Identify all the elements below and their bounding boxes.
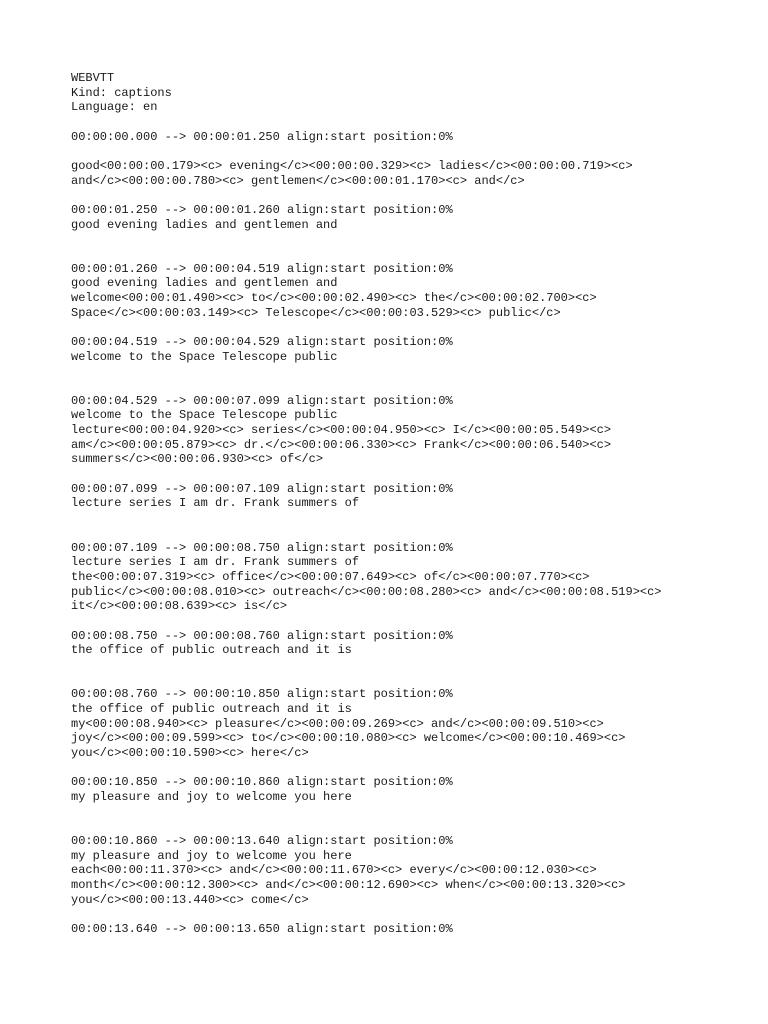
text-line: my<00:00:08.940><c> pleasure</c><00:00:09.269><c> and</c><00:00:09.510><c> — [71, 716, 604, 731]
text-line: each<00:00:11.370><c> and</c><00:00:11.670><c> every</c><00:00:12.030><c> — [71, 863, 597, 878]
text-line: Space</c><00:00:03.149><c> Telescope</c><00:00:03.529><c> public</c> — [71, 305, 561, 320]
blank-line — [71, 364, 728, 379]
text-line: 00:00:13.640 --> 00:00:13.650 align:start position:0% — [71, 921, 453, 936]
text-line: 00:00:00.000 --> 00:00:01.250 align:start position:0% — [71, 129, 453, 144]
text-line: welcome<00:00:01.490><c> to</c><00:00:02.490><c> the</c><00:00:02.700><c> — [71, 291, 597, 306]
text-line: month</c><00:00:12.300><c> and</c><00:00:12.690><c> when</c><00:00:13.320><c> — [71, 877, 626, 892]
text-line: and</c><00:00:00.780><c> gentlemen</c><00:00:01.170><c> and</c> — [71, 173, 525, 188]
blank-line — [71, 614, 728, 629]
text-line: 00:00:04.529 --> 00:00:07.099 align:start position:0% — [71, 393, 453, 408]
text-line: joy</c><00:00:09.599><c> to</c><00:00:10.080><c> welcome</c><00:00:10.469><c> — [71, 731, 626, 746]
text-line: 00:00:08.760 --> 00:00:10.850 align:start position:0% — [71, 687, 453, 702]
webvtt-text — [71, 71, 728, 937]
text-line: the office of public outreach and it is — [71, 643, 352, 658]
blank-line — [71, 232, 728, 247]
text-line: the office of public outreach and it is — [71, 701, 352, 716]
text-line: you</c><00:00:10.590><c> here</c> — [71, 745, 309, 760]
blank-line — [71, 673, 728, 688]
text-line: 00:00:10.860 --> 00:00:13.640 align:start position:0% — [71, 833, 453, 848]
blank-line — [71, 467, 728, 482]
blank-line — [71, 658, 728, 673]
text-line: the<00:00:07.319><c> office</c><00:00:07.649><c> of</c><00:00:07.770><c> — [71, 569, 590, 584]
blank-line — [71, 379, 728, 394]
blank-line — [71, 115, 728, 130]
text-line: WEBVTT — [71, 71, 115, 85]
blank-line — [71, 819, 728, 834]
text-line: Language: en — [71, 100, 158, 115]
text-line: good<00:00:00.179><c> evening</c><00:00:00.329><c> ladies</c><00:00:00.719><c> — [71, 159, 633, 174]
text-line: it</c><00:00:08.639><c> is</c> — [71, 599, 288, 614]
text-line: 00:00:07.099 --> 00:00:07.109 align:start position:0% — [71, 481, 453, 496]
text-line: public</c><00:00:08.010><c> outreach</c><00:00:08.280><c> and</c><00:00:08.519><c> — [71, 584, 662, 599]
blank-line — [71, 526, 728, 541]
text-line: lecture series I am dr. Frank summers of — [71, 555, 360, 570]
text-line: am</c><00:00:05.879><c> dr.</c><00:00:06.330><c> Frank</c><00:00:06.540><c> — [71, 437, 612, 452]
text-line: 00:00:10.850 --> 00:00:10.860 align:start position:0% — [71, 775, 453, 790]
text-line: good evening ladies and gentlemen and — [71, 276, 338, 291]
text-line: lecture<00:00:04.920><c> series</c><00:00:04.950><c> I</c><00:00:05.549><c> — [71, 423, 612, 438]
text-line: summers</c><00:00:06.930><c> of</c> — [71, 452, 324, 467]
text-line: welcome to the Space Telescope public — [71, 408, 338, 423]
blank-line — [71, 144, 728, 159]
blank-line — [71, 907, 728, 922]
blank-line — [71, 511, 728, 526]
blank-line — [71, 761, 728, 776]
blank-line — [71, 320, 728, 335]
text-line: my pleasure and joy to welcome you here — [71, 848, 352, 863]
text-line: good evening ladies and gentlemen and — [71, 217, 338, 232]
blank-line — [71, 247, 728, 262]
blank-line — [71, 805, 728, 820]
text-line: welcome to the Space Telescope public — [71, 349, 338, 364]
blank-line — [71, 188, 728, 203]
text-line: my pleasure and joy to welcome you here — [71, 789, 352, 804]
text-line: 00:00:04.519 --> 00:00:04.529 align:start position:0% — [71, 335, 453, 350]
text-line: 00:00:01.260 --> 00:00:04.519 align:start position:0% — [71, 261, 453, 276]
text-line: 00:00:07.109 --> 00:00:08.750 align:start position:0% — [71, 540, 453, 555]
text-line: 00:00:01.250 --> 00:00:01.260 align:start position:0% — [71, 203, 453, 218]
text-line: 00:00:08.750 --> 00:00:08.760 align:start position:0% — [71, 628, 453, 643]
text-line: lecture series I am dr. Frank summers of — [71, 496, 360, 511]
text-line: Kind: captions — [71, 85, 172, 100]
text-line: you</c><00:00:13.440><c> come</c> — [71, 892, 309, 907]
